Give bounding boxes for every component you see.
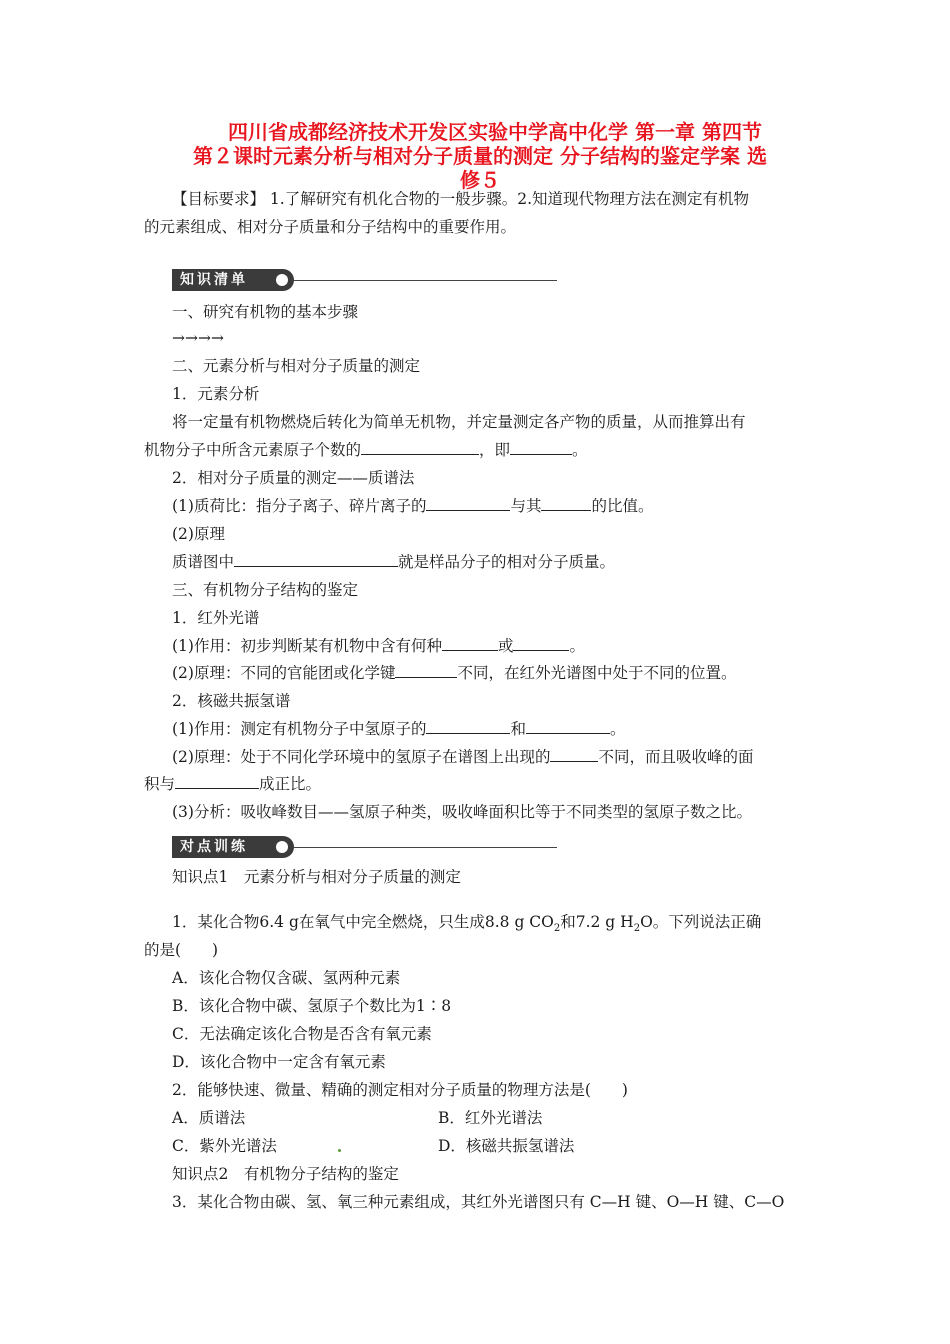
- text-fragment: 和7.2 g H: [560, 913, 634, 931]
- text-fragment: 成正比。: [259, 775, 322, 793]
- fill-blank[interactable]: [541, 495, 591, 511]
- q1-option-d[interactable]: D．该化合物中一定含有氧元素: [172, 1053, 386, 1071]
- knowledge-point-1: 知识点1 元素分析与相对分子质量的测定: [172, 868, 461, 886]
- step-heading: 一、研究有机物的基本步骤: [172, 303, 359, 321]
- section-header-label: 对点训练: [172, 836, 294, 858]
- nmr-analysis: (3)分析：吸收峰数目——氢原子种类，吸收峰面积比等于不同类型的氢原子数之比。: [172, 803, 752, 821]
- subscript: 2: [553, 923, 561, 935]
- text-fragment: (1)作用：初步判断某有机物中含有何种: [172, 637, 442, 655]
- ir-principle: [172, 662, 812, 684]
- fill-blank[interactable]: [234, 551, 398, 567]
- q2-option-d[interactable]: D．核磁共振氢谱法: [438, 1137, 575, 1155]
- principle-text: [172, 551, 812, 573]
- fill-blank[interactable]: [442, 635, 498, 651]
- text-fragment: (1)质荷比：指分子离子、碎片离子的: [172, 497, 427, 515]
- section-header-practice: [172, 836, 557, 858]
- nmr-principle-2: [144, 773, 784, 795]
- section-two-heading: 二、元素分析与相对分子质量的测定: [172, 357, 421, 375]
- section-header-knowledge: [172, 269, 557, 291]
- text-fragment: ，即: [479, 441, 511, 459]
- nmr-principle-1: [172, 746, 812, 768]
- fill-blank[interactable]: [510, 439, 572, 455]
- ir-function: [172, 635, 812, 657]
- steps-arrows: →→→→: [172, 329, 224, 347]
- title-line-2: 第２课时元素分析与相对分子质量的测定 分子结构的鉴定学案 选: [193, 144, 767, 168]
- header-dot-icon: [276, 841, 288, 853]
- text-fragment: 就是样品分子的相对分子质量。: [398, 553, 616, 571]
- section-three-heading: 三、有机物分子结构的鉴定: [172, 581, 359, 599]
- text-fragment: (2)原理：处于不同化学环境中的氢原子在谱图上出现的: [172, 748, 551, 766]
- text-fragment: 质谱图中: [172, 553, 235, 571]
- section-header-label: 知识清单: [172, 269, 294, 291]
- element-analysis-heading: 1．元素分析: [172, 385, 260, 403]
- principle-heading: (2)原理: [172, 525, 225, 543]
- text-fragment: (2)原理：不同的官能团或化学键: [172, 664, 396, 682]
- document-title: [150, 120, 810, 192]
- text-fragment: (1)作用：测定有机物分子中氢原子的: [172, 720, 427, 738]
- goal-line-1: 【目标要求】 1.了解研究有机化合物的一般步骤。2.知道现代物理方法在测定有机物: [172, 190, 750, 208]
- fill-blank[interactable]: [550, 746, 598, 762]
- q2-option-a[interactable]: A．质谱法: [172, 1109, 246, 1127]
- text-fragment: 。: [609, 720, 626, 738]
- header-rule: [294, 280, 557, 281]
- text-fragment: 的比值。: [591, 497, 654, 515]
- fill-blank[interactable]: [426, 718, 510, 734]
- text-fragment: 或: [497, 637, 514, 655]
- mass-spec-heading: 2．相对分子质量的测定——质谱法: [172, 469, 415, 487]
- q2-option-b[interactable]: B．红外光谱法: [438, 1109, 543, 1127]
- q1-stem-line-2: 的是( ): [144, 941, 219, 959]
- fill-blank[interactable]: [175, 773, 259, 789]
- title-line-3: 修５: [460, 168, 500, 192]
- q1-option-c[interactable]: C．无法确定该化合物是否含有氧元素: [172, 1025, 432, 1043]
- q1-option-a[interactable]: A．该化合物仅含碳、氢两种元素: [172, 969, 401, 987]
- element-analysis-text-2: [144, 439, 784, 461]
- nmr-heading: 2．核磁共振氢谱: [172, 692, 291, 710]
- q1-option-b[interactable]: B．该化合物中碳、氢原子个数比为1∶8: [172, 997, 452, 1015]
- ir-heading: 1．红外光谱: [172, 609, 260, 627]
- goal-line-2: 的元素组成、相对分子质量和分子结构中的重要作用。: [144, 218, 517, 236]
- text-fragment: 。: [569, 637, 585, 655]
- fill-blank[interactable]: [426, 495, 510, 511]
- knowledge-point-2: 知识点2 有机物分子结构的鉴定: [172, 1165, 399, 1183]
- stray-dot-icon: [338, 1149, 341, 1152]
- text-fragment: 不同，在红外光谱图中处于不同的位置。: [457, 664, 737, 682]
- subscript: 2: [633, 923, 641, 935]
- text-fragment: 机物分子中所含元素原子个数的: [144, 441, 362, 459]
- q3-stem: 3．某化合物由碳、氢、氧三种元素组成，其红外光谱图只有 C—H 键、O—H 键、C—O: [172, 1193, 785, 1211]
- text-fragment: 1．某化合物6.4 g在氧气中完全燃烧，只生成8.8 g CO: [172, 913, 554, 931]
- fill-blank[interactable]: [513, 635, 569, 651]
- text-fragment: 与其: [510, 497, 542, 515]
- fill-blank[interactable]: [526, 718, 610, 734]
- q2-option-c[interactable]: C．紫外光谱法: [172, 1137, 277, 1155]
- nmr-function: [172, 718, 812, 740]
- mass-charge-ratio: [172, 495, 812, 517]
- q2-stem: 2．能够快速、微量、精确的测定相对分子质量的物理方法是( ): [172, 1081, 628, 1099]
- header-rule: [294, 847, 557, 848]
- header-dot-icon: [276, 274, 288, 286]
- element-analysis-text-1: 将一定量有机物燃烧后转化为简单无机物，并定量测定各产物的质量，从而推算出有: [172, 413, 746, 431]
- text-fragment: 不同，而且吸收峰的面: [598, 748, 754, 766]
- text-fragment: 积与: [144, 775, 176, 793]
- text-fragment: O。下列说法正确: [640, 913, 762, 931]
- text-fragment: 和: [510, 720, 526, 738]
- q1-stem-line-1: [172, 911, 812, 940]
- text-fragment: 。: [572, 441, 588, 459]
- title-line-1: 四川省成都经济技术开发区实验中学高中化学 第一章 第四节: [228, 120, 762, 144]
- fill-blank[interactable]: [361, 439, 479, 455]
- fill-blank[interactable]: [395, 662, 457, 678]
